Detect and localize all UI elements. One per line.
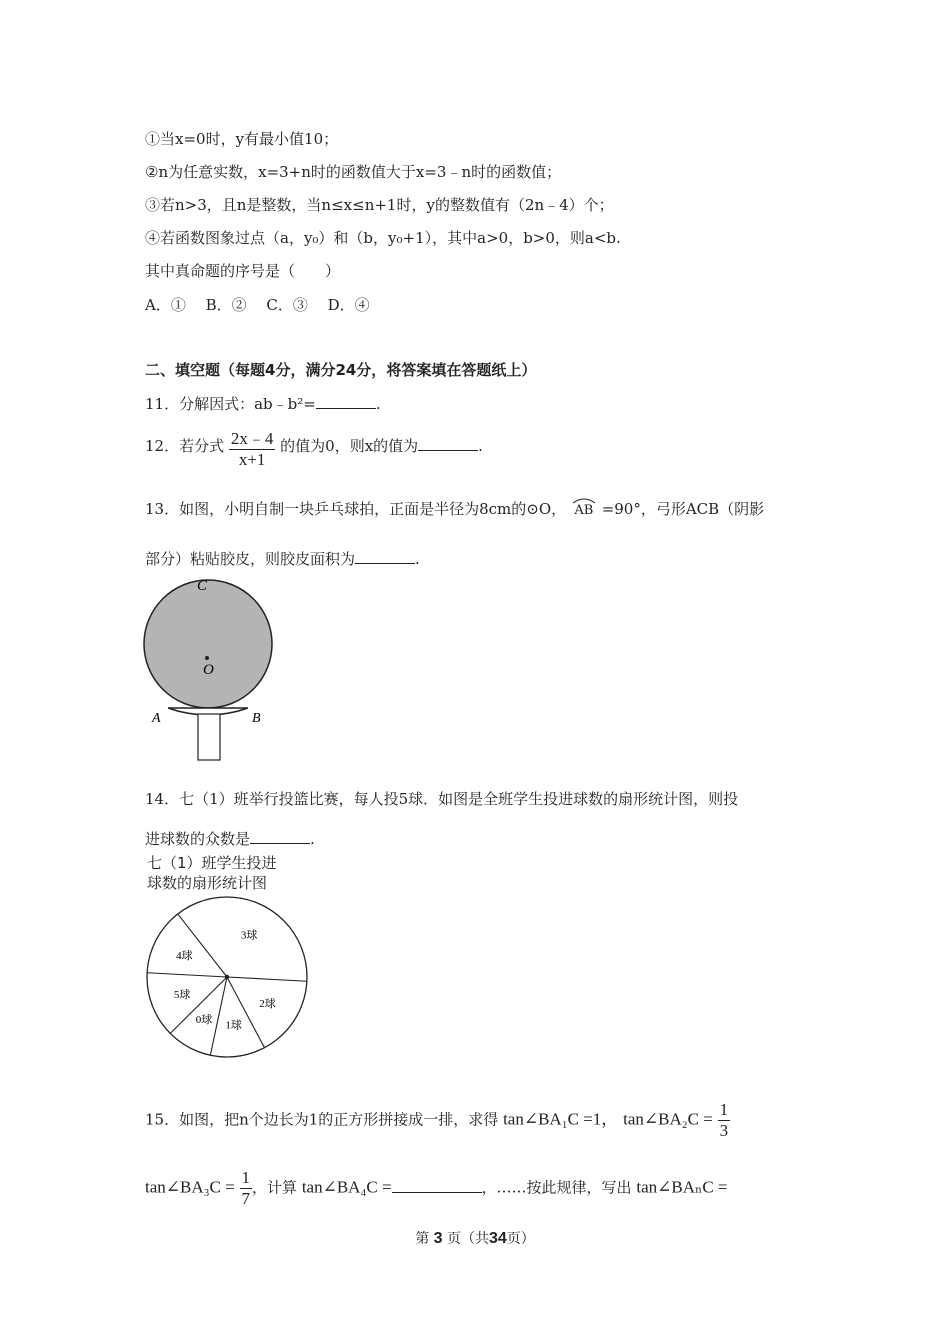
label-b: B	[252, 711, 261, 726]
q12-denominator: x+1	[238, 450, 266, 469]
chart-title-line2: 球数的扇形统计图	[147, 874, 268, 892]
tan3-fraction	[240, 1168, 253, 1209]
tan2-denominator: 3	[719, 1121, 729, 1140]
footer-pre: 第	[415, 1231, 430, 1247]
q15-end-text: ，……按此规律，写出	[481, 1178, 632, 1197]
tan-ba3c: tan∠BA₃C =	[145, 1177, 235, 1197]
chart-title	[147, 853, 277, 893]
paddle-circle	[144, 580, 272, 708]
question-13-line1	[145, 498, 764, 519]
q15-answer-blank[interactable]	[392, 1178, 482, 1193]
question-11	[145, 393, 381, 414]
statement-1: ①当x=0时，y有最小值10；	[145, 130, 339, 148]
footer-post: 页）	[506, 1231, 535, 1247]
tan-ba2c: tan∠BA₂C =	[623, 1109, 713, 1129]
label-a: A	[152, 711, 161, 726]
section-title: 二、填空题（每题4分，满分24分，将答案填在答题纸上）	[145, 361, 537, 379]
page-footer	[0, 1228, 950, 1248]
q14-text-2: 进球数的众数是	[145, 830, 251, 848]
question-15-line1	[145, 1100, 730, 1141]
question-14-line1: 14．七（1）班举行投篮比赛，每人投5球．如图是全班学生投进球数的扇形统计图，则投	[145, 790, 739, 808]
pie-slice-label: 4球	[176, 949, 193, 962]
question-13-line2	[145, 548, 420, 569]
q12-numerator: 2x﹣4	[229, 424, 276, 450]
q14-answer-blank[interactable]	[250, 829, 310, 844]
page-number: 3	[433, 1230, 443, 1247]
pie-slice-label: 1球	[225, 1019, 242, 1032]
q14-end: .	[310, 830, 315, 848]
q12-suffix: 的值为0，则x的值为	[280, 437, 419, 455]
q15-text-a: 15．如图，把n个边长为1的正方形拼接成一排，求得	[145, 1110, 499, 1129]
chart-title-line1: 七（1）班学生投进	[147, 854, 277, 872]
tan2-numerator: 1	[719, 1100, 729, 1119]
pie-slice-label: 3球	[240, 929, 258, 942]
pie-slice-label: 0球	[195, 1014, 213, 1027]
paddle-figure	[140, 572, 285, 767]
center-point	[205, 656, 209, 660]
label-c: C	[197, 578, 208, 594]
pie-slice-label: 2球	[259, 997, 276, 1010]
q13-text-2: 部分）粘贴胶皮，则胶皮面积为	[145, 550, 356, 568]
q11-text: 11．分解因式：ab﹣b²=	[145, 395, 316, 413]
q13-text-b: =90°，弓形ACB（阴影	[601, 500, 765, 518]
statement-2: ②n为任意实数，x=3+n时的函数值大于x=3﹣n时的函数值；	[145, 163, 562, 181]
tan-ba1c: tan∠BA₁C =1，	[503, 1109, 619, 1129]
question-prompt: 其中真命题的序号是（ ）	[145, 262, 341, 280]
paddle-handle	[198, 714, 220, 760]
footer-mid: 页（共	[447, 1231, 489, 1247]
question-15-line2	[145, 1168, 728, 1209]
q12-prefix: 12．若分式	[145, 437, 225, 455]
pie-chart	[140, 895, 315, 1070]
arc-mark-icon	[571, 496, 597, 504]
q13-answer-blank[interactable]	[355, 549, 415, 564]
label-o: O	[203, 662, 214, 678]
question-12	[145, 424, 483, 470]
q12-end: .	[478, 437, 483, 455]
tan3-denominator: 7	[241, 1189, 251, 1208]
pie-center-dot	[225, 975, 229, 979]
pie-slice-label: 5球	[173, 989, 191, 1002]
statement-4: ④若函数图象过点（a，y₀）和（b，y₀+1），其中a>0，b>0，则a<b.	[145, 229, 621, 247]
q12-answer-blank[interactable]	[418, 436, 478, 451]
q15-mid-text: ，计算	[252, 1178, 298, 1197]
q13-end: .	[415, 550, 420, 568]
answer-options: A．① B．② C．③ D．④	[145, 296, 370, 314]
statement-3: ③若n>3，且n是整数，当n≤x≤n+1时，y的整数值有（2n﹣4）个；	[145, 196, 614, 214]
question-14-line2	[145, 828, 315, 849]
q11-answer-blank[interactable]	[316, 394, 376, 409]
q13-text-a: 13．如图，小明自制一块乒乓球拍，正面是半径为8cm的⊙O，	[145, 500, 567, 518]
tan3-numerator: 1	[241, 1168, 251, 1187]
arc-ab-notation	[571, 500, 597, 518]
arc-label: AB	[574, 503, 594, 518]
tan-ba4c: tan∠BA₄C =	[301, 1177, 392, 1197]
q11-end: .	[375, 395, 381, 413]
page-total: 34	[489, 1230, 507, 1247]
q12-fraction	[229, 424, 276, 470]
tan2-fraction	[718, 1100, 731, 1141]
tan-bank: tan∠BAₙC =	[636, 1177, 728, 1197]
